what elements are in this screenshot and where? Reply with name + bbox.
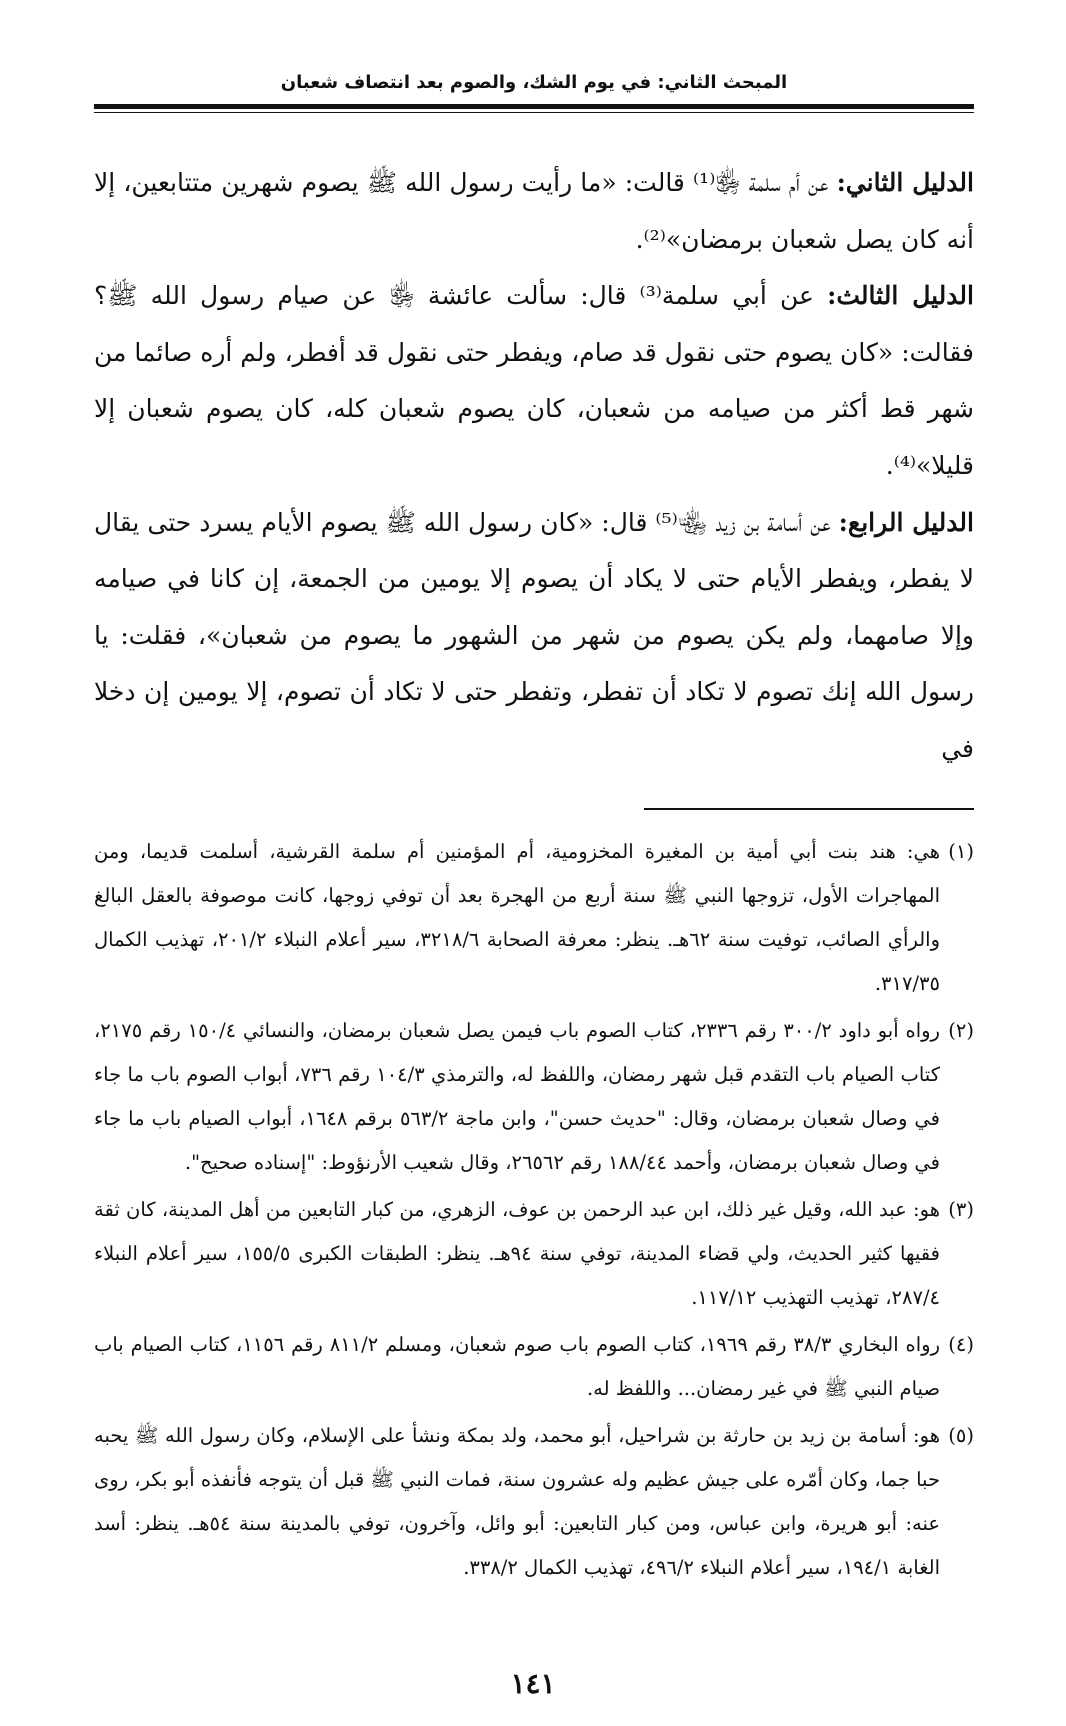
paragraph-body: عن أبي سلمة⁽³⁾ قال: سألت عائشة ﵂ عن صيام رسول الله ﷺ؟ فقالت: «كان يصوم حتى نقول قد صام، ويفطر حتى نقول قد أفطر، ولم أره صائما من شهر قط أكثر من صيامه من شعبان، كان يصوم شعبان كله، كان يصوم شعبان إلا قليلا»⁽⁴⁾. bbox=[94, 281, 974, 480]
footnote-2 bbox=[94, 1009, 974, 1185]
footnote-5 bbox=[94, 1414, 974, 1590]
footnote-separator bbox=[644, 808, 974, 810]
header-rule-thick bbox=[94, 104, 974, 109]
page-number: ١٤١ bbox=[510, 1667, 556, 1700]
paragraph-evidence-3 bbox=[94, 268, 974, 494]
header-rule-thin bbox=[94, 112, 974, 113]
footnote-number: (٥) bbox=[948, 1423, 974, 1447]
footnote-1 bbox=[94, 830, 974, 1006]
footnote-number: (٤) bbox=[948, 1332, 974, 1356]
footnote-text: رواه البخاري ٣٨/٣ رقم ١٩٦٩، كتاب الصوم باب صوم شعبان، ومسلم ٨١١/٢ رقم ١١٥٦، كتاب الصيام باب صيام النبي ﷺ في غير رمضان... واللفظ له. bbox=[94, 1332, 941, 1400]
footnote-text: هو: عبد الله، وقيل غير ذلك، ابن عبد الرحمن بن عوف، الزهري، من كبار التابعين من أهل المدينة، كان ثقة فقيها كثير الحديث، ولي قضاء المدينة، توفي سنة ٩٤هـ. ينظر: الطبقات الكبرى ١٥٥/٥، سير أعلام النبلاء ٢٨٧/٤، تهذيب التهذيب ١١٧/١٢. bbox=[94, 1197, 940, 1309]
footnote-3 bbox=[94, 1188, 974, 1320]
paragraph-lead: الدليل الرابع: bbox=[838, 507, 974, 537]
footnote-number: (٣) bbox=[948, 1197, 974, 1221]
footnote-text: هي: هند بنت أبي أمية بن المغيرة المخزومية، أم المؤمنين أم سلمة القرشية، أسلمت قديما، ومن المهاجرات الأول، تزوجها النبي ﷺ سنة أربع من الهجرة بعد أن توفي زوجها، كانت موصوفة بالعقل البالغ والرأي الصائب، توفيت سنة ٦٢هـ. ينظر: معرفة الصحابة ٣٢١٨/٦، سير أعلام النبلاء ٢٠١/٢، تهذيب الكمال ٣١٧/٣٥. bbox=[94, 839, 940, 995]
footnote-text: رواه أبو داود ٣٠٠/٢ رقم ٢٣٣٦، كتاب الصوم باب فيمن يصل شعبان برمضان، والنسائي ١٥٠/٤ رقم ٢١٧٥، كتاب الصيام باب التقدم قبل شهر رمضان، واللفظ له، والترمذي ١٠٤/٣ رقم ٧٣٦، أبواب الصوم باب ما جاء في وصال شعبان برمضان، وقال: "حديث حسن"، وابن ماجة ٥٦٣/٢ برقم ١٦٤٨، أبواب الصيام باب ما جاء في وصال شعبان برمضان، وأحمد ١٨٨/٤٤ رقم ٢٦٥٦٢، وقال شعيب الأرنؤوط: "إسناده صحيح". bbox=[94, 1018, 940, 1174]
paragraph-body: عن أسامة بن زيد ﵄⁽⁵⁾ قال: «كان رسول الله ﷺ يصوم الأيام يسرد حتى يقال لا يفطر، ويفطر الأيام حتى لا يكاد أن يصوم إلا يومين من الجمعة، إن كانا في صيامه وإلا صامهما، ولم يكن يصوم من شهر من الشهور ما يصوم من شعبان»، فقلت: يا رسول الله إنك تصوم لا تكاد أن تفطر، وتفطر حتى لا تكاد أن تصوم، إلا يومين إن دخلا في bbox=[94, 507, 974, 763]
running-header-title: المبحث الثاني: في يوم الشك، والصوم بعد انتصاف شعبان bbox=[280, 72, 788, 93]
main-text bbox=[94, 155, 974, 778]
paragraph-evidence-2 bbox=[94, 155, 974, 268]
paragraph-body: عن أم سلمة ﵂⁽¹⁾ قالت: «ما رأيت رسول الله ﷺ يصوم شهرين متتابعين، إلا أنه كان يصل شعبان برمضان»⁽²⁾. bbox=[94, 168, 974, 254]
paragraph-lead: الدليل الثاني: bbox=[836, 168, 974, 197]
footnote-number: (١) bbox=[948, 839, 974, 863]
footnote-text: هو: أسامة بن زيد بن حارثة بن شراحيل، أبو محمد، ولد بمكة ونشأ على الإسلام، وكان رسول الله ﷺ يحبه حبا جما، وكان أمّره على جيش عظيم وله عشرون سنة، فمات النبي ﷺ قبل أن يتوجه فأنفذه أبو بكر، روى عنه: أبو هريرة، وابن عباس، ومن كبار التابعين: أبو وائل، وآخرون، توفي بالمدينة سنة ٥٤هـ. ينظر: أسد الغابة ١٩٤/١، سير أعلام النبلاء ٤٩٦/٢، تهذيب الكمال ٣٣٨/٢. bbox=[94, 1423, 940, 1579]
paragraph-evidence-4 bbox=[94, 495, 974, 778]
footnotes bbox=[94, 830, 974, 1590]
footnote-number: (٢) bbox=[948, 1018, 974, 1042]
footnote-4 bbox=[94, 1323, 974, 1411]
paragraph-lead: الدليل الثالث: bbox=[827, 281, 974, 311]
